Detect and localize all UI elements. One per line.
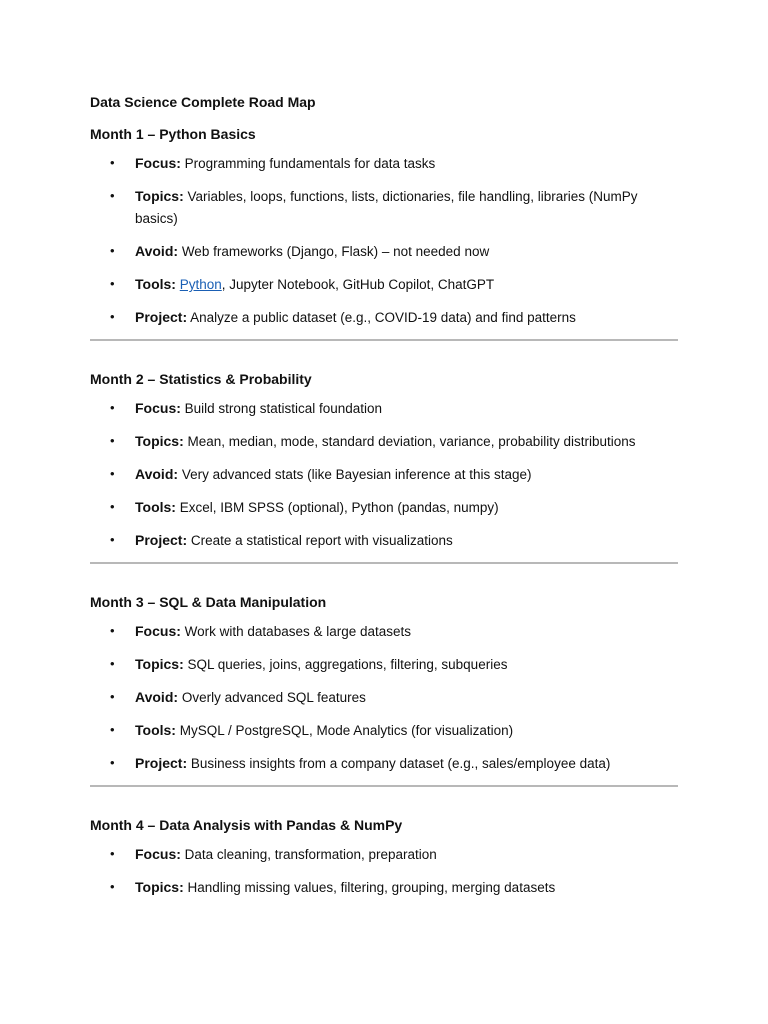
item-text: Create a statistical report with visualizations [190, 533, 453, 548]
item-text: Mean, median, mode, standard deviation, variance, probability distributions [187, 434, 636, 449]
bullet-icon: • [110, 433, 115, 448]
item-label: Topics: [135, 433, 184, 449]
list-item [90, 152, 678, 175]
list-item [90, 686, 678, 709]
section-heading: Month 2 – Statistics & Probability [90, 371, 312, 387]
item-text: Programming fundamentals for data tasks [184, 156, 436, 171]
section-heading: Month 4 – Data Analysis with Pandas & NumPy [90, 817, 403, 833]
list-item [90, 620, 678, 643]
item-label: Focus: [135, 155, 181, 171]
list-item [90, 653, 678, 676]
item-text: Handling missing values, filtering, grouping, merging datasets [187, 880, 556, 895]
bullet-icon: • [110, 755, 115, 770]
section-heading: Month 1 – Python Basics [90, 126, 256, 142]
bullet-icon: • [110, 155, 115, 170]
bullet-icon: • [110, 400, 115, 415]
section-month-2 [90, 369, 678, 564]
list-item [90, 240, 678, 263]
list-item [90, 397, 678, 420]
list-item [90, 430, 678, 453]
bullet-icon: • [110, 499, 115, 514]
list-item [90, 306, 678, 329]
item-label: Project: [135, 309, 188, 325]
list-item [90, 719, 678, 742]
bullet-icon: • [110, 466, 115, 481]
list-item [90, 496, 678, 519]
item-text: Analyze a public dataset (e.g., COVID-19 data) and find patterns [190, 310, 576, 325]
section-month-1 [90, 124, 678, 341]
section-divider [90, 785, 678, 787]
bullet-icon: • [110, 243, 115, 258]
list-item [90, 529, 678, 552]
section-divider [90, 339, 678, 341]
bullet-list [90, 843, 678, 899]
item-label: Focus: [135, 400, 181, 416]
item-text: Web frameworks (Django, Flask) – not needed now [181, 244, 490, 259]
bullet-icon: • [110, 188, 115, 203]
bullet-list [90, 152, 678, 329]
section-month-3 [90, 592, 678, 787]
document-page [90, 92, 678, 909]
item-text: Overly advanced SQL features [181, 690, 366, 705]
item-label: Focus: [135, 846, 181, 862]
list-item [90, 876, 678, 899]
item-label: Project: [135, 532, 188, 548]
list-item [90, 185, 678, 230]
item-text: Data cleaning, transformation, preparation [184, 847, 437, 862]
section-divider [90, 562, 678, 564]
python-link[interactable]: Python [179, 277, 222, 292]
item-label: Topics: [135, 656, 184, 672]
item-label: Project: [135, 755, 188, 771]
item-label: Avoid: [135, 243, 179, 259]
section-month-4 [90, 815, 678, 899]
list-item [90, 843, 678, 866]
item-label: Focus: [135, 623, 181, 639]
item-text: MySQL / PostgreSQL, Mode Analytics (for visualization) [179, 723, 514, 738]
bullet-icon: • [110, 656, 115, 671]
bullet-icon: • [110, 846, 115, 861]
item-label: Tools: [135, 722, 176, 738]
item-text: Business insights from a company dataset (e.g., sales/employee data) [190, 756, 611, 771]
item-label: Tools: [135, 499, 176, 515]
bullet-icon: • [110, 276, 115, 291]
bullet-icon: • [110, 722, 115, 737]
bullet-icon: • [110, 689, 115, 704]
item-text: Variables, loops, functions, lists, dictionaries, file handling, libraries (NumPy basics) [135, 189, 638, 226]
list-item [90, 463, 678, 486]
item-label: Topics: [135, 188, 184, 204]
item-text: Work with databases & large datasets [184, 624, 412, 639]
list-item [90, 273, 678, 296]
list-item [90, 752, 678, 775]
bullet-icon: • [110, 532, 115, 547]
item-text: Build strong statistical foundation [184, 401, 383, 416]
item-text: , Jupyter Notebook, GitHub Copilot, ChatGPT [221, 277, 495, 292]
document-title: Data Science Complete Road Map [90, 94, 316, 110]
item-text: Very advanced stats (like Bayesian inference at this stage) [181, 467, 532, 482]
item-text: SQL queries, joins, aggregations, filtering, subqueries [187, 657, 508, 672]
bullet-icon: • [110, 879, 115, 894]
bullet-icon: • [110, 309, 115, 324]
bullet-list [90, 397, 678, 552]
bullet-list [90, 620, 678, 775]
item-label: Tools: [135, 276, 176, 292]
item-label: Topics: [135, 879, 184, 895]
bullet-icon: • [110, 623, 115, 638]
section-heading: Month 3 – SQL & Data Manipulation [90, 594, 327, 610]
item-label: Avoid: [135, 689, 179, 705]
item-text: Excel, IBM SPSS (optional), Python (pandas, numpy) [179, 500, 499, 515]
item-label: Avoid: [135, 466, 179, 482]
